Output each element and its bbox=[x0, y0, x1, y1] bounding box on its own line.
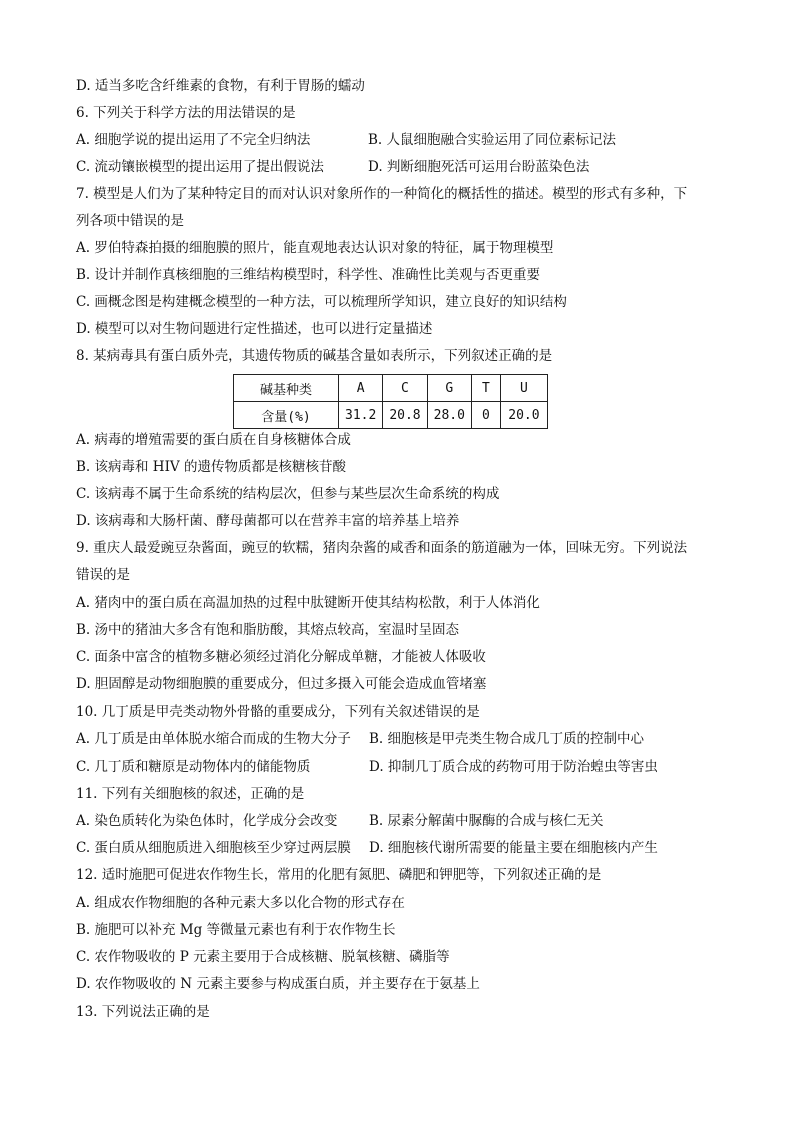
option-11a: A. 染色质转化为染色体时，化学成分会改变 bbox=[76, 813, 338, 829]
option-12d: D. 农作物吸收的 N 元素主要参与构成蛋白质，并主要存在于氨基上 bbox=[76, 976, 480, 992]
table-cell: 0 bbox=[471, 402, 500, 429]
question-7-line2: 列各项中错误的是 bbox=[76, 213, 184, 229]
table-cell: 20.0 bbox=[500, 402, 547, 429]
option-7d: D. 模型可以对生物问题进行定性描述，也可以进行定量描述 bbox=[76, 321, 433, 337]
base-content-table bbox=[233, 374, 548, 429]
table-cell: 31.2 bbox=[339, 402, 383, 429]
option-12b: B. 施肥可以补充 Mg 等微量元素也有利于农作物生长 bbox=[76, 922, 396, 938]
option-8a: A. 病毒的增殖需要的蛋白质在自身核糖体合成 bbox=[76, 432, 351, 448]
option-11b: B. 尿素分解菌中脲酶的合成与核仁无关 bbox=[369, 813, 604, 829]
option-6c: C. 流动镶嵌模型的提出运用了提出假说法 bbox=[76, 159, 324, 175]
question-13: 13. 下列说法正确的是 bbox=[76, 1004, 210, 1020]
option-9b: B. 汤中的猪油大多含有饱和脂肪酸，其熔点较高，室温时呈固态 bbox=[76, 622, 460, 638]
option-9d: D. 胆固醇是动物细胞膜的重要成分，但过多摄入可能会造成血管堵塞 bbox=[76, 676, 487, 692]
table-cell: U bbox=[500, 375, 547, 402]
option-9c: C. 面条中富含的植物多糖必须经过消化分解成单糖，才能被人体吸收 bbox=[76, 649, 486, 665]
option-9a: A. 猪肉中的蛋白质在高温加热的过程中肽键断开使其结构松散，利于人体消化 bbox=[76, 595, 540, 611]
question-8: 8. 某病毒具有蛋白质外壳，其遗传物质的碱基含量如表所示，下列叙述正确的是 bbox=[76, 348, 553, 364]
option-8c: C. 该病毒不属于生命系统的结构层次，但参与某些层次生命系统的构成 bbox=[76, 486, 500, 502]
table-cell: 含量(%) bbox=[234, 402, 339, 429]
table-cell: A bbox=[339, 375, 383, 402]
table-cell: T bbox=[471, 375, 500, 402]
question-9-line1: 9. 重庆人最爱豌豆杂酱面，豌豆的软糯，猪肉杂酱的咸香和面条的筋道融为一体，回味无穷。下列说法 bbox=[76, 540, 688, 556]
question-7-line1: 7. 模型是人们为了某种特定目的而对认识对象所作的一种简化的概括性的描述。模型的形式有多种，下 bbox=[76, 186, 688, 202]
option-7c: C. 画概念图是构建概念模型的一种方法，可以梳理所学知识，建立良好的知识结构 bbox=[76, 294, 567, 310]
option-10c: C. 几丁质和糖原是动物体内的储能物质 bbox=[76, 759, 311, 775]
option-8b: B. 该病毒和 HIV 的遗传物质都是核糖核苷酸 bbox=[76, 459, 346, 475]
table-cell: 20.8 bbox=[383, 402, 427, 429]
option-6d: D. 判断细胞死活可运用台盼蓝染色法 bbox=[368, 159, 590, 175]
option-10a: A. 几丁质是由单体脱水缩合而成的生物大分子 bbox=[76, 731, 351, 747]
option-5d: D. 适当多吃含纤维素的食物，有利于胃肠的蠕动 bbox=[76, 78, 365, 94]
option-7b: B. 设计并制作真核细胞的三维结构模型时，科学性、准确性比美观与否更重要 bbox=[76, 267, 541, 283]
option-12a: A. 组成农作物细胞的各种元素大多以化合物的形式存在 bbox=[76, 895, 405, 911]
question-6: 6. 下列关于科学方法的用法错误的是 bbox=[76, 105, 296, 121]
option-6a: A. 细胞学说的提出运用了不完全归纳法 bbox=[76, 132, 311, 148]
option-11d: D. 细胞核代谢所需要的能量主要在细胞核内产生 bbox=[369, 840, 658, 856]
option-10b: B. 细胞核是甲壳类生物合成几丁质的控制中心 bbox=[369, 731, 645, 747]
table-cell: C bbox=[383, 375, 427, 402]
table-header-row bbox=[234, 375, 548, 402]
option-10d: D. 抑制几丁质合成的药物可用于防治蝗虫等害虫 bbox=[369, 759, 658, 775]
question-9-line2: 错误的是 bbox=[76, 567, 130, 583]
option-6b: B. 人鼠细胞融合实验运用了同位素标记法 bbox=[368, 132, 617, 148]
option-11c: C. 蛋白质从细胞质进入细胞核至少穿过两层膜 bbox=[76, 840, 351, 856]
question-11: 11. 下列有关细胞核的叙述，正确的是 bbox=[76, 786, 305, 802]
table-cell: 28.0 bbox=[427, 402, 471, 429]
question-12: 12. 适时施肥可促进农作物生长，常用的化肥有氮肥、磷肥和钾肥等，下列叙述正确的是 bbox=[76, 867, 602, 883]
option-8d: D. 该病毒和大肠杆菌、酵母菌都可以在营养丰富的培养基上培养 bbox=[76, 513, 460, 529]
option-7a: A. 罗伯特森拍摄的细胞膜的照片，能直观地表达认识对象的特征，属于物理模型 bbox=[76, 240, 554, 256]
question-10: 10. 几丁质是甲壳类动物外骨骼的重要成分，下列有关叙述错误的是 bbox=[76, 704, 480, 720]
table-cell: G bbox=[427, 375, 471, 402]
table-row bbox=[234, 402, 548, 429]
option-12c: C. 农作物吸收的 P 元素主要用于合成核糖、脱氧核糖、磷脂等 bbox=[76, 949, 450, 965]
table-cell: 碱基种类 bbox=[234, 375, 339, 402]
